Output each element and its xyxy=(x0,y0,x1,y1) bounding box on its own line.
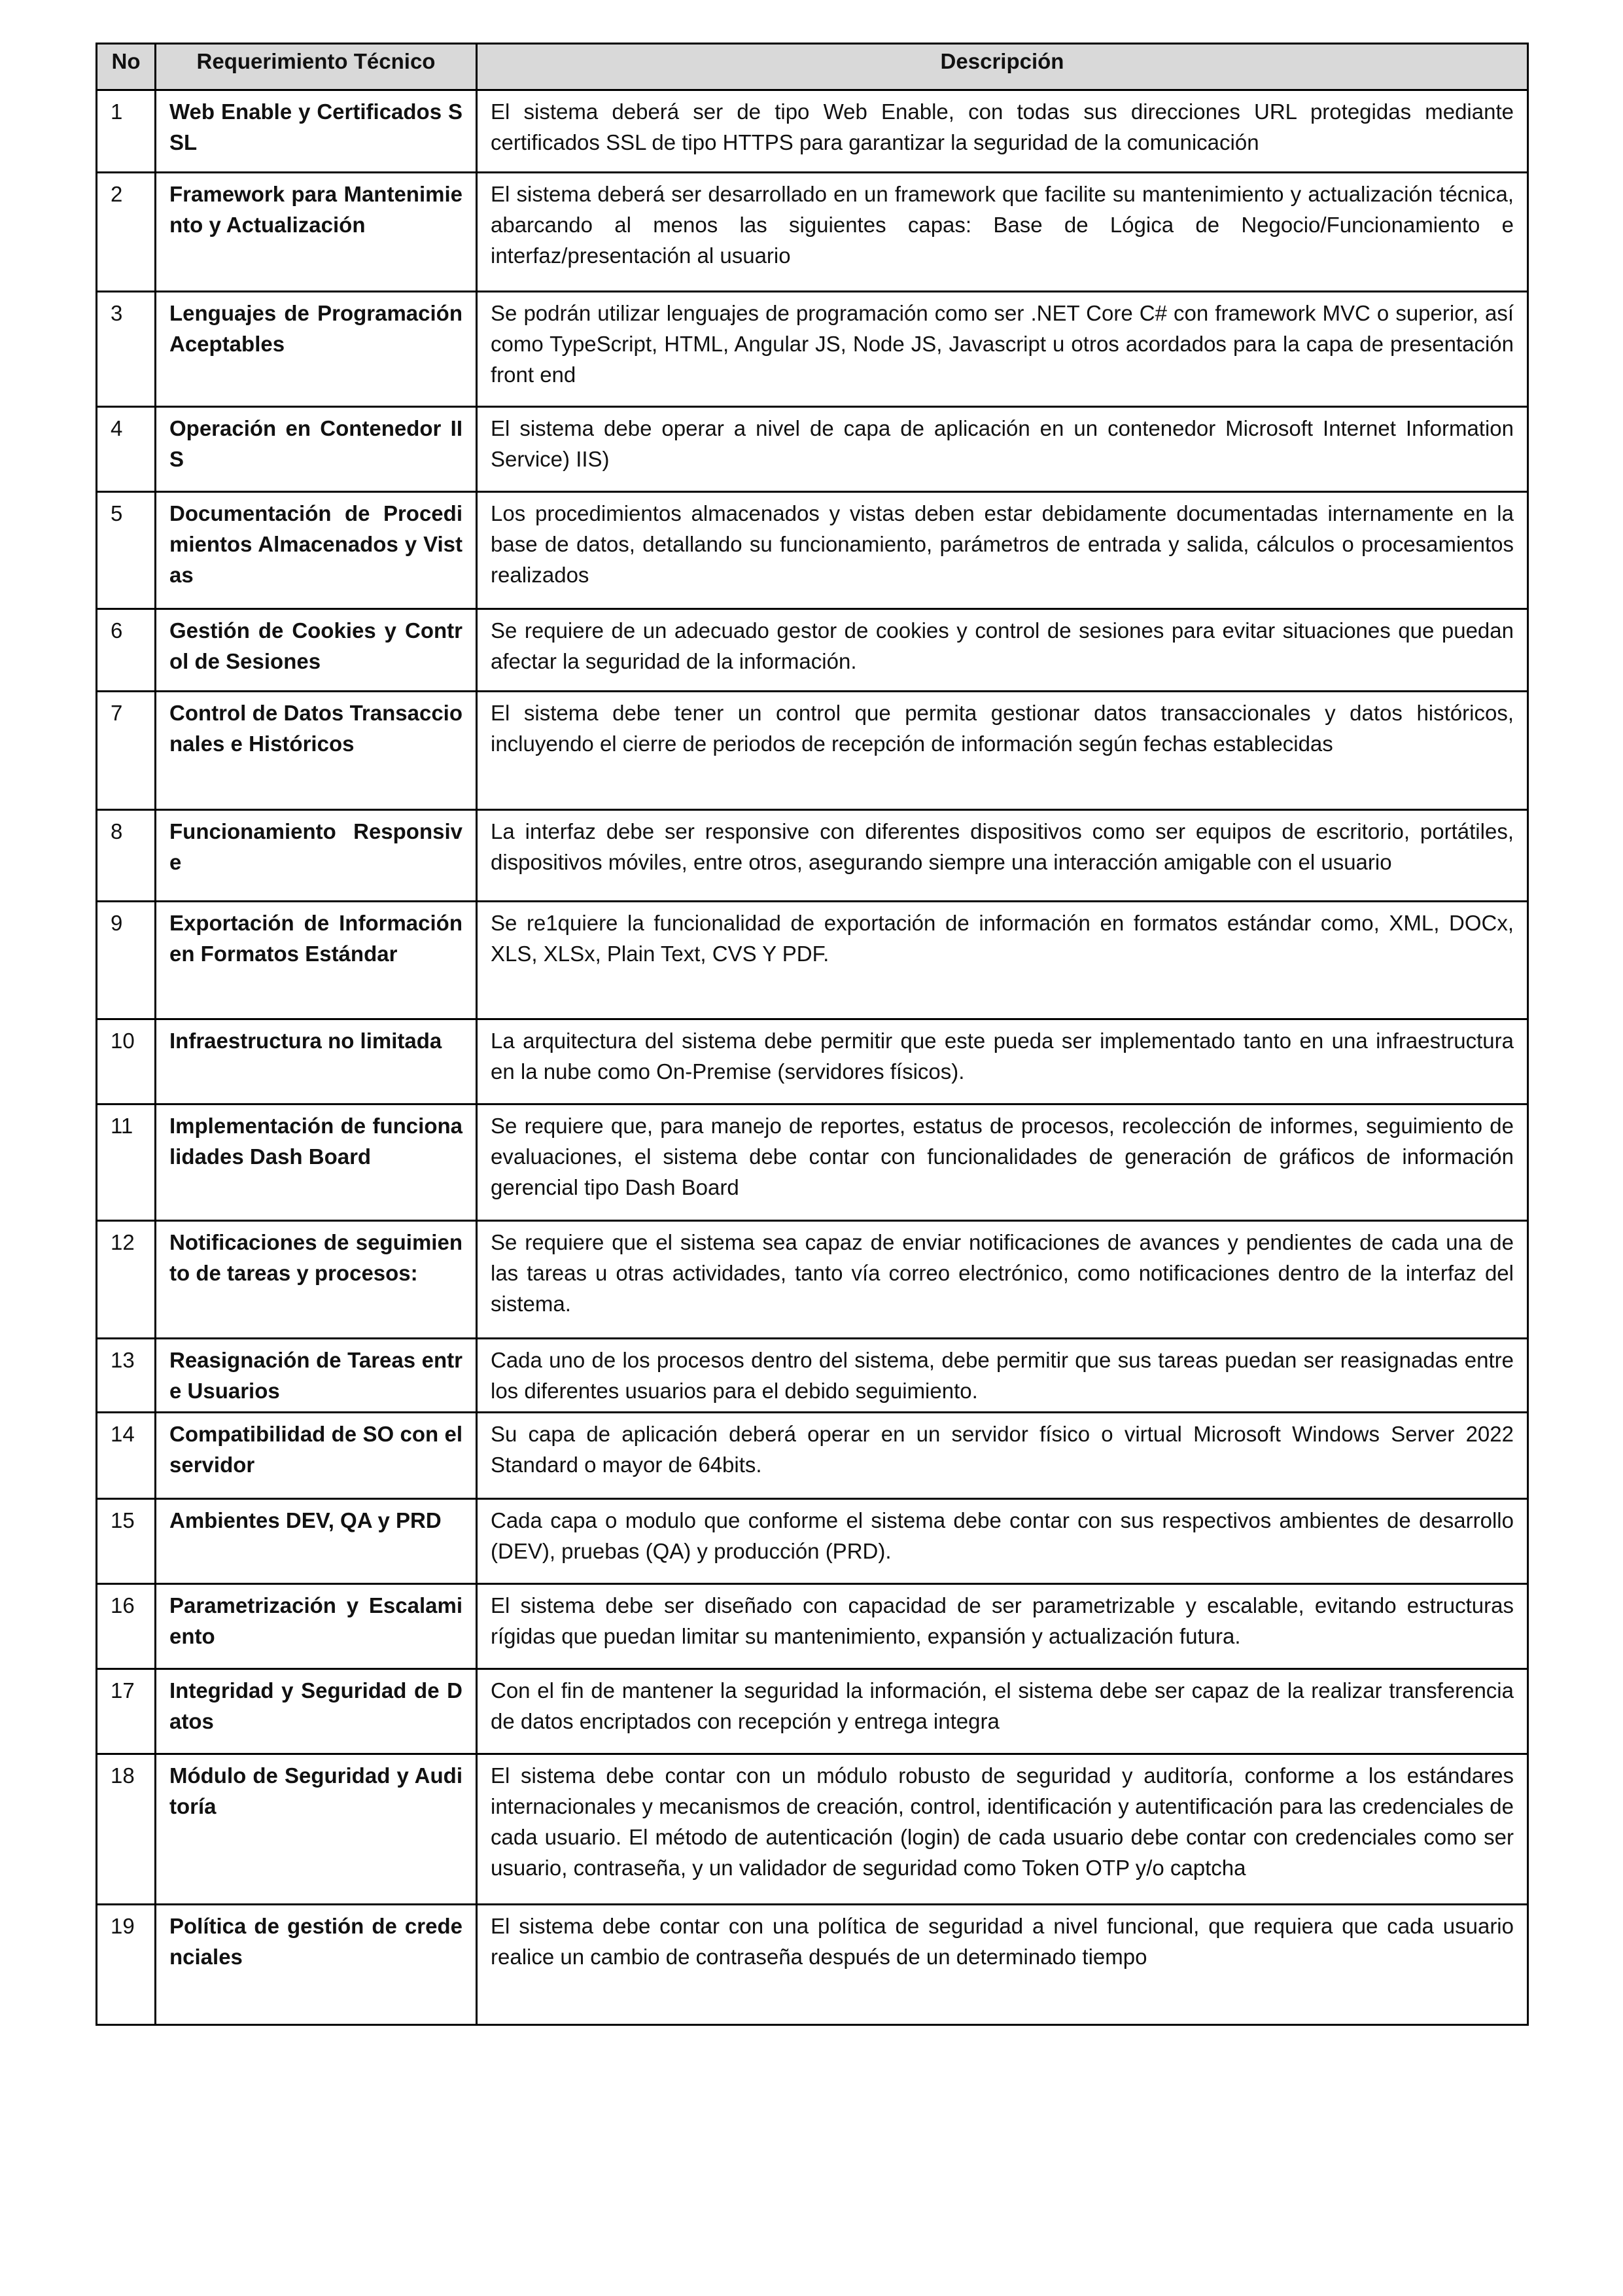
row-number: 10 xyxy=(97,1019,156,1104)
requirement-name: Documentación de Procedimientos Almacenados y Vistas xyxy=(156,492,477,609)
table-row xyxy=(97,1019,1528,1104)
table-body xyxy=(97,90,1528,2025)
requirement-name: Ambientes DEV, QA y PRD xyxy=(156,1499,477,1584)
requirement-name: Control de Datos Transaccionales e Históricos xyxy=(156,692,477,810)
row-number: 12 xyxy=(97,1221,156,1339)
table-row xyxy=(97,1104,1528,1221)
requirement-name: Compatibilidad de SO con el servidor xyxy=(156,1413,477,1499)
table-row xyxy=(97,173,1528,292)
requirement-name: Web Enable y Certificados SSL xyxy=(156,90,477,173)
requirement-name: Exportación de Información en Formatos Estándar xyxy=(156,902,477,1019)
requirement-description: El sistema deberá ser desarrollado en un framework que facilite su mantenimiento y actualización técnica, abarcando al menos las siguientes capas: Base de Lógica de Negocio/Funcionamiento e interfaz/presentación al usuario xyxy=(477,173,1528,292)
row-number: 7 xyxy=(97,692,156,810)
table-row xyxy=(97,1905,1528,2025)
requirement-name: Notificaciones de seguimiento de tareas y procesos: xyxy=(156,1221,477,1339)
requirement-description: La arquitectura del sistema debe permitir que este pueda ser implementado tanto en una infraestructura en la nube como On-Premise (servidores físicos). xyxy=(477,1019,1528,1104)
row-number: 14 xyxy=(97,1413,156,1499)
table-row xyxy=(97,407,1528,492)
requirement-description: La interfaz debe ser responsive con diferentes dispositivos como ser equipos de escritorio, portátiles, dispositivos móviles, entre otros, asegurando siempre una interacción amigable con el usuario xyxy=(477,810,1528,902)
table-row xyxy=(97,1584,1528,1669)
requirement-description: Su capa de aplicación deberá operar en un servidor físico o virtual Microsoft Windows Server 2022 Standard o mayor de 64bits. xyxy=(477,1413,1528,1499)
requirement-name: Funcionamiento Responsive xyxy=(156,810,477,902)
row-number: 17 xyxy=(97,1669,156,1754)
table-row xyxy=(97,1669,1528,1754)
table-row xyxy=(97,90,1528,173)
requirement-name: Framework para Mantenimiento y Actualización xyxy=(156,173,477,292)
requirement-description: El sistema debe contar con un módulo robusto de seguridad y auditoría, conforme a los estándares internacionales y mecanismos de creación, control, identificación y autentificación para las credenciales de cada usuario. El método de autenticación (login) de cada usuario debe contar con credenciales como ser usuario, contraseña, y un validador de seguridad como Token OTP y/o captcha xyxy=(477,1754,1528,1905)
row-number: 16 xyxy=(97,1584,156,1669)
row-number: 19 xyxy=(97,1905,156,2025)
requirement-name: Reasignación de Tareas entre Usuarios xyxy=(156,1339,477,1413)
requirement-name: Parametrización y Escalamiento xyxy=(156,1584,477,1669)
row-number: 8 xyxy=(97,810,156,902)
requirement-description: Cada uno de los procesos dentro del sistema, debe permitir que sus tareas puedan ser reasignadas entre los diferentes usuarios para el debido seguimiento. xyxy=(477,1339,1528,1413)
requirement-description: El sistema deberá ser de tipo Web Enable, con todas sus direcciones URL protegidas mediante certificados SSL de tipo HTTPS para garantizar la seguridad de la comunicación xyxy=(477,90,1528,173)
table-row xyxy=(97,492,1528,609)
header-no: No xyxy=(97,44,156,90)
table-row xyxy=(97,609,1528,692)
requirement-name: Integridad y Seguridad de Datos xyxy=(156,1669,477,1754)
requirement-name: Política de gestión de credenciales xyxy=(156,1905,477,2025)
requirement-name: Implementación de funcionalidades Dash Board xyxy=(156,1104,477,1221)
requirement-description: El sistema debe operar a nivel de capa de aplicación en un contenedor Microsoft Internet Information Service) IIS) xyxy=(477,407,1528,492)
table-row xyxy=(97,692,1528,810)
requirement-description: El sistema debe contar con una política de seguridad a nivel funcional, que requiera que cada usuario realice un cambio de contraseña después de un determinado tiempo xyxy=(477,1905,1528,2025)
table-row xyxy=(97,1499,1528,1584)
requirement-description: Se podrán utilizar lenguajes de programación como ser .NET Core C# con framework MVC o superior, así como TypeScript, HTML, Angular JS, Node JS, Javascript u otros acordados para la capa de presentación front end xyxy=(477,292,1528,407)
table-row xyxy=(97,810,1528,902)
requirement-description: Cada capa o modulo que conforme el sistema debe contar con sus respectivos ambientes de desarrollo (DEV), pruebas (QA) y producción (PRD). xyxy=(477,1499,1528,1584)
row-number: 5 xyxy=(97,492,156,609)
table-header-row xyxy=(97,44,1528,90)
row-number: 13 xyxy=(97,1339,156,1413)
row-number: 11 xyxy=(97,1104,156,1221)
table-row xyxy=(97,292,1528,407)
requirement-description: El sistema debe ser diseñado con capacidad de ser parametrizable y escalable, evitando estructuras rígidas que puedan limitar su mantenimiento, expansión y actualización futura. xyxy=(477,1584,1528,1669)
requirement-description: Se requiere que, para manejo de reportes, estatus de procesos, recolección de informes, seguimiento de evaluaciones, el sistema debe contar con funcionalidades de generación de gráficos de información gerencial tipo Dash Board xyxy=(477,1104,1528,1221)
requirement-name: Operación en Contenedor IIS xyxy=(156,407,477,492)
table-row xyxy=(97,902,1528,1019)
requirement-name: Infraestructura no limitada xyxy=(156,1019,477,1104)
table-row xyxy=(97,1413,1528,1499)
table-row xyxy=(97,1339,1528,1413)
row-number: 2 xyxy=(97,173,156,292)
requirement-description: Se re1quiere la funcionalidad de exportación de información en formatos estándar como, XML, DOCx, XLS, XLSx, Plain Text, CVS Y PDF. xyxy=(477,902,1528,1019)
header-requirement: Requerimiento Técnico xyxy=(156,44,477,90)
row-number: 3 xyxy=(97,292,156,407)
requirement-name: Gestión de Cookies y Control de Sesiones xyxy=(156,609,477,692)
requirement-description: Con el fin de mantener la seguridad la información, el sistema debe ser capaz de la realizar transferencia de datos encriptados con recepción y entrega integra xyxy=(477,1669,1528,1754)
row-number: 18 xyxy=(97,1754,156,1905)
row-number: 15 xyxy=(97,1499,156,1584)
requirements-table xyxy=(96,43,1529,2026)
requirement-description: El sistema debe tener un control que permita gestionar datos transaccionales y datos históricos, incluyendo el cierre de periodos de recepción de información según fechas establecidas xyxy=(477,692,1528,810)
header-description: Descripción xyxy=(477,44,1528,90)
requirement-name: Lenguajes de Programación Aceptables xyxy=(156,292,477,407)
requirement-description: Se requiere de un adecuado gestor de cookies y control de sesiones para evitar situaciones que puedan afectar la seguridad de la información. xyxy=(477,609,1528,692)
table-row xyxy=(97,1221,1528,1339)
row-number: 4 xyxy=(97,407,156,492)
requirement-description: Los procedimientos almacenados y vistas deben estar debidamente documentadas internamente en la base de datos, detallando su funcionamiento, parámetros de entrada y salida, cálculos o procesamientos realizados xyxy=(477,492,1528,609)
row-number: 1 xyxy=(97,90,156,173)
row-number: 6 xyxy=(97,609,156,692)
requirement-description: Se requiere que el sistema sea capaz de enviar notificaciones de avances y pendientes de cada una de las tareas u otras actividades, tanto vía correo electrónico, como notificaciones dentro de la interfaz del sistema. xyxy=(477,1221,1528,1339)
requirement-name: Módulo de Seguridad y Auditoría xyxy=(156,1754,477,1905)
table-row xyxy=(97,1754,1528,1905)
row-number: 9 xyxy=(97,902,156,1019)
